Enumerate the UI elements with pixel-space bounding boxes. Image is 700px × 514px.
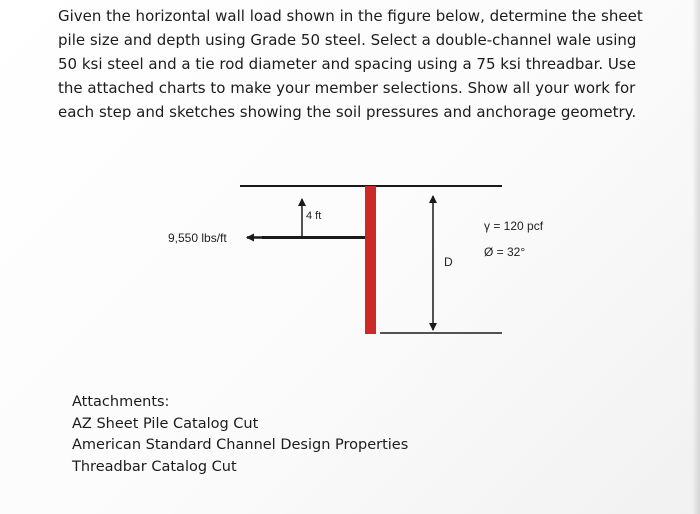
problem-line: each step and sketches showing the soil pressures and anchorage geometry. [58, 103, 637, 121]
problem-line: the attached charts to make your member selections. Show all your work for [58, 79, 636, 97]
attachment-item: American Standard Channel Design Properties [72, 437, 409, 454]
friction-angle-label: Ø = 32° [484, 245, 526, 259]
attachments-list [72, 392, 408, 478]
unit-weight-label: γ = 120 pcf [484, 219, 544, 233]
attachment-item: Threadbar Catalog Cut [72, 458, 237, 475]
attachment-item: AZ Sheet Pile Catalog Cut [72, 415, 259, 432]
depth-label: D [444, 255, 453, 269]
problem-line: Given the horizontal wall load shown in the figure below, determine the sheet [58, 7, 643, 25]
load-label: 9,550 lbs/ft [168, 231, 227, 245]
tie-offset-label: 4 ft [306, 210, 322, 222]
attachments-heading: Attachments: [72, 394, 170, 410]
sheet-pile [365, 186, 376, 334]
problem-line: pile size and depth using Grade 50 steel. Select a double-channel wale using [58, 31, 637, 49]
problem-line: 50 ksi steel and a tie rod diameter and spacing using a 75 ksi threadbar. Use [58, 55, 636, 73]
